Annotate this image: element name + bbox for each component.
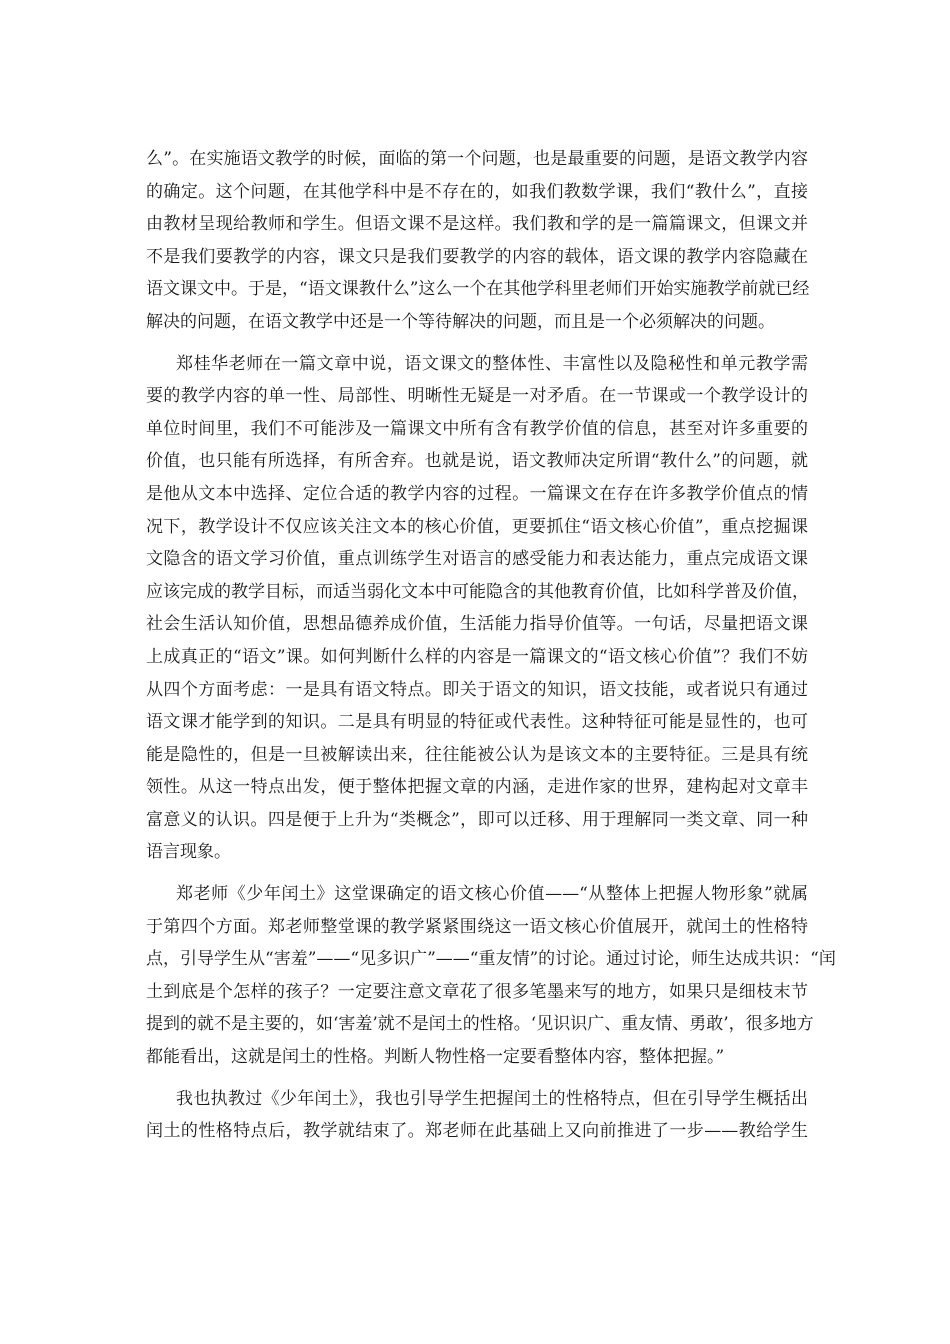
text-line: 不是我们要教学的内容，课文只是我们要教学的内容的载体，语文课的教学内容隐藏在 <box>146 246 808 267</box>
text-line: 语文课文中。于是，“语文课教什么”这么一个在其他学科里老师们开始实施教学前就已经 <box>146 279 810 300</box>
text-line: 语文课才能学到的知识。二是具有明显的特征或代表性。这种特征可能是显性的，也可 <box>146 712 808 733</box>
paragraph-4 <box>146 1083 808 1148</box>
text-line: 都能看出，这就是闰土的性格。判断人物性格一定要看整体内容，整体把握。” <box>146 1047 725 1068</box>
paragraph-1 <box>146 143 808 339</box>
text-line: 郑桂华老师在一篇文章中说，语文课文的整体性、丰富性以及隐秘性和单元教学需 <box>176 353 808 374</box>
text-line: 富意义的认识。四是便于上升为“类概念”，即可以迁移、用于理解同一类文章、同一种 <box>146 809 808 830</box>
text-line: 上成真正的“语文”课。如何判断什么样的内容是一篇课文的“语文核心价值”？我们不妨 <box>146 646 808 667</box>
text-line: 单位时间里，我们不可能涉及一篇课文中所有含有教学价值的信息，甚至对许多重要的 <box>146 418 808 439</box>
paragraph-2 <box>146 348 808 870</box>
text-line: 闰土的性格特点后，教学就结束了。郑老师在此基础上又向前推进了一步——教给学生 <box>146 1121 808 1142</box>
text-line: 我也执教过《少年闰土》，我也引导学生把握闰土的性格特点，但在引导学生概括出 <box>176 1088 808 1109</box>
text-line: 土到底是个怎样的孩子？一定要注意文章花了很多笔墨来写的地方，如果只是细枝末节 <box>146 981 808 1002</box>
text-line: 从四个方面考虑：一是具有语文特点。即关于语文的知识，语文技能，或者说只有通过 <box>146 679 808 700</box>
text-line: 应该完成的教学目标，而适当弱化文本中可能隐含的其他教育价值，比如科学普及价值， <box>146 581 809 602</box>
text-line: 解决的问题，在语文教学中还是一个等待解决的问题，而且是一个必须解决的问题。 <box>146 311 775 332</box>
text-line: 由教材呈现给教师和学生。但语文课不是这样。我们教和学的是一篇篇课文，但课文并 <box>146 214 808 235</box>
text-line: 价值，也只能有所选择，有所舍弃。也就是说，语文教师决定所谓“教什么”的问题，就 <box>146 451 808 472</box>
text-line: 要的教学内容的单一性、局部性、明晰性无疑是一对矛盾。在一节课或一个教学设计的 <box>146 386 808 407</box>
text-line: 况下，教学设计不仅应该关注文本的核心价值，更要抓住“语文核心价值”，重点挖掘课 <box>146 516 808 537</box>
text-line: 文隐含的语文学习价值，重点训练学生对语言的感受能力和表达能力，重点完成语文课 <box>146 549 808 570</box>
text-line: 能是隐性的，但是一旦被解读出来，往往能被公认为是该文本的主要特征。三是具有统 <box>146 744 808 765</box>
text-line: 点，引导学生从“害羞”——“见多识广”——“重友情”的讨论。通过讨论，师生达成共识：“闰 <box>146 949 836 970</box>
text-line: 语言现象。 <box>146 842 231 863</box>
text-line: 领性。从这一特点出发，便于整体把握文章的内涵，走进作家的世界，建构起对文章丰 <box>146 777 808 798</box>
text-line: 是他从文本中选择、定位合适的教学内容的过程。一篇课文在存在许多教学价值点的情 <box>146 483 808 504</box>
text-line: 的确定。这个问题，在其他学科中是不存在的，如我们教数学课，我们“教什么”，直接 <box>146 181 808 202</box>
paragraph-3 <box>146 878 836 1074</box>
text-line: 提到的就不是主要的，如‘害羞’就不是闰土的性格。‘见识识广、重友情、勇敢’，很多地方 <box>146 1014 814 1035</box>
text-line: 郑老师《少年闰土》这堂课确定的语文核心价值——“从整体上把握人物形象”就属 <box>176 884 808 905</box>
body-text <box>146 143 836 1148</box>
text-line: 于第四个方面。郑老师整堂课的教学紧紧围绕这一语文核心价值展开，就闰土的性格特 <box>146 916 808 937</box>
text-line: 社会生活认知价值，思想品德养成价值，生活能力指导价值等。一句话，尽量把语文课 <box>146 614 808 635</box>
text-line: 么”。在实施语文教学的时候，面临的第一个问题，也是最重要的问题，是语文教学内容 <box>146 149 808 169</box>
